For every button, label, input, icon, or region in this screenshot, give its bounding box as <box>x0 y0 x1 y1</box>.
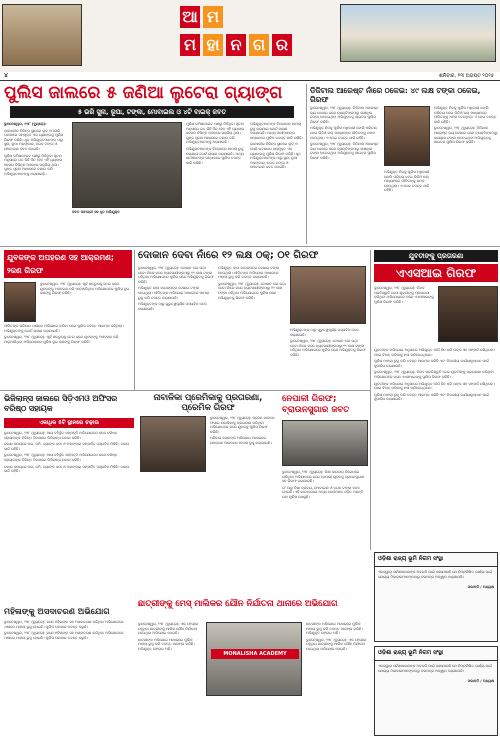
story5-paragraph: ପୁଲିସ ମାମଲା ରୁଜୁ କରି ତଦନ୍ତ ଆରମ୍ଭ କରିଛି ଏବଂ ବିଭାଗୀୟ କାର୍ଯ୍ୟାନୁଷ୍ଠାନ ପାଇଁ ସୁପାରିସ କରାଯାଇଛି। <box>374 359 489 368</box>
story4-paragraph: ଅଭିଯୁକ୍ତଙ୍କ ଠାରୁ ଗୁରୁତ୍ୱପୂର୍ଣ୍ଣ ଦସ୍ତାବିଜ ଜବତ କରାଯାଇଛି। <box>138 302 207 311</box>
story8-paragraph: ଭୁବନେଶ୍ୱର, ୨୨ା୮ (ବ୍ୟୁରୋ): ଜଣେ ମହିଳାଙ୍କ ସହ ଅସଦାଚରଣ କରିଥିବା ଅଭିଯୋଗରେ ଥାନାରେ ମାମଲା ରୁଜୁ ହୋଇଛି। ପୁଲିସ ଘଟଣାର ତଦନ୍ତ କରୁଛି। <box>4 631 124 640</box>
story10-photo <box>206 622 302 696</box>
story4-photo <box>290 266 366 324</box>
date-line: ଶନିବାର, ୨୩ ଅଗଷ୍ଟ ୨୦୨୫ <box>439 73 494 79</box>
story6-paragraph: ଭୁବନେଶ୍ୱର, ୨୨ା୮ (ବ୍ୟୁରୋ): ପ୍ରେମ ଜାଲରେ ଫସାଇ ନାବାଳିକାକୁ ପ୍ରତାରଣା କରିଥିବା ଅଭିଯୋଗରେ ଜଣେ ଯୁବକକୁ ପୁଲିସ ଗିରଫ କରିଛି। <box>210 416 275 434</box>
story3-col1 <box>40 282 132 322</box>
story1-dateline: ଭୁବନେଶ୍ୱର, ୨୨ା୮ (ବ୍ୟୁରୋ): <box>4 122 47 126</box>
story3-col2 <box>4 324 132 388</box>
story3-photo <box>4 282 36 322</box>
story4-col2 <box>218 266 286 388</box>
story4-paragraph: ଅଭିଯୁକ୍ତ ଜାଲ କାଗଜପତ୍ର ଦେଖାଇ ଟଙ୍କା ନେଇଥିଲା। ପୀଡିତଙ୍କ ଅଭିଯୋଗ ଆଧାରରେ ମାମଲା ରୁଜୁ କରି ତଦନ୍ତ କରାଯାଉଛି। <box>218 266 280 280</box>
story1-caption: ଜବତ ସାମଗ୍ରୀ ସହ ଧୃତ ଅଭିଯୁକ୍ତ <box>72 210 120 214</box>
story9-col1 <box>282 470 368 590</box>
story8-col1 <box>4 620 134 736</box>
story1-paragraph: ପୁଲିସ କମିଶନରେଟ ପକ୍ଷରୁ ମିଳିଥିବା ସୂଚନା ଅନୁସାରେ ଗତ କିଛି ଦିନ ହେବ ଏହି ଗ୍ୟାଙ୍ଗ ସହରର ବିଭିନ୍ନ ଅଞ୍ଚଳରେ ସକ୍ରିୟ ଥିଲା। ଗୁପ୍ତ ସୂଚନା ଆଧାରରେ ଚଢାଉ କରି ଅଭିଯୁକ୍ତମାନଙ୍କୁ ଧରାଯାଇଛି। <box>186 122 245 145</box>
story4-headline: ଦୋକାନ ଦେବା ନାଁରେ ୧୨ ଲକ୍ଷ ଠକ୍; ୦୧ ଗିରଫ <box>138 250 319 261</box>
story3-paragraph: ଭୁବନେଶ୍ୱର, ୨୨ା୮ (ବ୍ୟୁରୋ): ପୂର୍ବ ଶତ୍ରୁତାକୁ ନେଇ ଜଣେ ଯୁବକଙ୍କୁ ଅପହରଣ କରି ମାଡ଼ମାରିଥିବା ଅଭିଯୋଗରେ ପୁଲିସ ଦୁଇ ଜଣଙ୍କୁ ଗିରଫ କରିଛି। <box>40 282 130 296</box>
story1-col1 <box>4 122 68 234</box>
masthead-letter: ଗ <box>249 34 269 56</box>
story8-paragraph: ଭୁବନେଶ୍ୱର, ୨୨ା୮ (ବ୍ୟୁରୋ): ଜଣେ ମହିଳାଙ୍କ ସହ ଅସଦାଚରଣ କରିଥିବା ଅଭିଯୋଗରେ ଥାନାରେ ମାମଲା ରୁଜୁ ହୋଇଛି। ପୁଲିସ ଘଟଣାର ତଦନ୍ତ କରୁଛି। <box>4 620 124 629</box>
story7-headline: ଭିଜିଲାନ୍ସ ଜାଲରେ ସିଡ଼ିଏମଓ ଅଫିସର ବରିଷ୍ଠ ସହାୟକ <box>4 394 117 413</box>
story7-col1 <box>4 431 134 601</box>
story10-paragraph: ଛାତ୍ରୀଙ୍କ ଅଭିଯୋଗ ଆଧାରରେ ପୁଲିସ ମାମଲା ରୁଜୁ କରି ତଦନ୍ତ ଆରମ୍ଭ କରିଛି। ଅଭିଯୁକ୍ତ ଫେରାର ଅଛି। <box>138 637 195 651</box>
masthead-letter: ଆ <box>180 6 200 28</box>
story4-paragraph: ଭୁବନେଶ୍ୱର, ୨୨ା୮ (ବ୍ୟୁରୋ): ଦୋକାନ ଘର ଭଡ଼ା ଦେବା ନାଁରେ ଜଣେ ବ୍ୟବସାୟୀଙ୍କଠାରୁ ୧୨ ଲକ୍ଷ ଟଙ୍କା ଠକିଥିବା ଅଭିଯୋଗରେ ପୁଲିସ ଜଣେ ଅଭିଯୁକ୍ତକୁ ଗିରଫ କରିଛି। <box>290 339 366 357</box>
story4-paragraph: ଭୁବନେଶ୍ୱର, ୨୨ା୮ (ବ୍ୟୁରୋ): ଦୋକାନ ଘର ଭଡ଼ା ଦେବା ନାଁରେ ଜଣେ ବ୍ୟବସାୟୀଙ୍କଠାରୁ ୧୨ ଲକ୍ଷ ଟଙ୍କା ଠକିଥିବା ଅଭିଯୋଗରେ ପୁଲିସ ଜଣେ ଅଭିଯୁକ୍ତକୁ ଗିରଫ କରିଛି। <box>218 281 286 300</box>
story1-col4 <box>250 122 304 234</box>
story6-photo <box>140 416 206 472</box>
story7-paragraph: ଚଢାଉ ସମୟରେ ଘର, ଜମି, ବ୍ୟାଙ୍କ ଜମା ଓ ଅଳଙ୍କାର ସମ୍ପର୍କିତ ଦସ୍ତାବିଜ ମିଳିଛି। ଚଢାଉ ଜାରି ରହିଛି। <box>4 442 130 451</box>
story10-headline: ଛାତ୍ରୀଙ୍କୁ ମେସ୍ ମାଲିକର ଯୌନ ନିର୍ଯାତନା ଥାନାରେ ଅଭିଯୋଗ <box>138 598 338 608</box>
story2-col1 <box>310 106 380 242</box>
story1-paragraph: ରାଜଧାନୀର ବିଭିନ୍ନ ସ୍ଥାନରେ ଲୁଟ୍ ଓ ଚୋରି ଘଟଣାରେ ସମ୍ପୃକ୍ତ ଏକ ଗ୍ୟାଙ୍ଗକୁ ପୁଲିସ ଗିରଫ କରିଛି। ଧୃତ ଅଭିଯୁକ୍ତମାନଙ୍କ ଠାରୁ ସୁନା, ରୂପା ଅଳଙ୍କାର, ନଗଦ ଟଙ୍କା ଓ ମୋବାଇଲ ଜବତ ହୋଇଛି। <box>4 128 64 151</box>
section-rule <box>0 246 500 247</box>
story9-paragraph: ତା' ଠାରୁ ନିଶା ଦ୍ରବ୍ୟ, ମୋବାଇଲ ଓ ନଗଦ ଟଙ୍କା ଜବତ ହୋଇଛି। ଏହି କାରବାରରେ ଅନ୍ୟ କେଉଁମାନେ ଜଡ଼ିତ ଅଛନ୍ତି ତାହା ପୁଲିସ ଖୋଜୁଛି। <box>282 485 364 499</box>
ad-org-name: ଓଡ଼ିଶା ରାଜ୍ୟ ଭୂମି ନିଗମ ସଂସ୍ଥା <box>375 647 497 661</box>
story1-photo <box>72 122 182 208</box>
story5-paragraph: ଭୁବନେଶ୍ୱର, ୨୨ା୮ (ବ୍ୟୁରୋ): ବିବାହ ପ୍ରତିଶ୍ରୁତି ଦେଇ ଯୁବତୀଙ୍କୁ ପ୍ରତାରଣା କରିଥିବା ଅଭିଯୋଗରେ ଜଣେ ଏଏସଆଇଙ୍କୁ ପୁଲିସ ଗିରଫ କରିଛି। <box>374 286 434 304</box>
story2-paragraph: ଅଭିଯୁକ୍ତ ନିଜକୁ ପୁଲିସ ଅଧିକାରୀ ବୋଲି ପରିଚୟ ଦେଇ ଭିଡିଓ କଲ୍ ମାଧ୍ୟମରେ ପୀଡିତଙ୍କୁ ଧମକ ଦେଉଥିଲା। ଏ ନେଇ ତଦନ୍ତ ଜାରି ରହିଛି। <box>434 106 497 124</box>
masthead-letter: ମ <box>180 34 200 56</box>
story3-paragraph: ଭୁବନେଶ୍ୱର, ୨୨ା୮ (ବ୍ୟୁରୋ): ପୂର୍ବ ଶତ୍ରୁତାକୁ ନେଇ ଜଣେ ଯୁବକଙ୍କୁ ଅପହରଣ କରି ମାଡ଼ମାରିଥିବା ଅଭିଯୋଗରେ ପୁଲିସ ଦୁଇ ଜଣଙ୍କୁ ଗିରଫ କରିଛି। <box>4 335 119 344</box>
ad-footer: ସଭାପତି / ଅଧ୍ୟକ୍ଷ <box>467 585 494 590</box>
story5-paragraph: ଯୁବତୀଙ୍କ ଅଭିଯୋଗ ଅନୁସାରେ ଅଭିଯୁକ୍ତ ଦୀର୍ଘ ଦିନ ଧରି ତାଙ୍କ ସହ ସମ୍ପର୍କ ରଖିଥିଲେ। ପରେ ବିବାହ କରିବାକୁ ମନା କରିଦେଇଥିଲେ। <box>374 348 495 357</box>
story4-paragraph: ଅଭିଯୁକ୍ତଙ୍କ ଠାରୁ ଗୁରୁତ୍ୱପୂର୍ଣ୍ଣ ଦସ୍ତାବିଜ ଜବତ କରାଯାଇଛି। <box>290 328 359 337</box>
story7-paragraph: ଭୁବନେଶ୍ୱର, ୨୨ା୮ (ବ୍ୟୁରୋ): ଆୟ ବହିର୍ଭୂତ ସମ୍ପତ୍ତି ଅଭିଯୋଗରେ ଜଣେ ବରିଷ୍ଠ ସହାୟକଙ୍କ ବିଭିନ୍ନ ଠିକଣାରେ ଭିଜିଲାନ୍ସ ଚଢାଉ କରିଛି। <box>4 453 118 462</box>
story2-paragraph: ଭୁବନେଶ୍ୱର, ୨୨ା୮ (ବ୍ୟୁରୋ): ଡିଜିଟାଲ ଆରେଷ୍ଟ ଭୟ ଦେଖାଇ ଜଣେ ବ୍ୟକ୍ତିଙ୍କଠାରୁ ଲକ୍ଷାଧିକ ଟଙ୍କା ହାତେଇଥିବା ଅଭିଯୁକ୍ତକୁ ସାଇବର ପୁଲିସ ଗିରଫ କରିଛି। <box>310 142 379 160</box>
story8-headline: ମହିଳାଙ୍କୁ ଅସଦାଚରଣ ଅଭିଯୋଗ <box>4 606 110 616</box>
story1-paragraph: ଅଭିଯୁକ୍ତମାନଙ୍କ ବିରୋଧରେ ମାମଲା ରୁଜୁ କରାଯାଇ କୋର୍ଟ ଚାଲାଣ କରାଯାଇଛି। ଅନ୍ୟ ସାଥୀମାନଙ୍କ ସନ୍ଧାନରେ ପୁଲିସ ତଦନ୍ତ ଜାରି ରଖିଛି। <box>186 146 244 165</box>
tender-ad <box>374 552 498 642</box>
story9-photo <box>282 420 368 466</box>
masthead-letter: ହା <box>203 34 223 56</box>
story1-subhead: ୫ ଭରି ସୁନା, ରୂପା, ଟଙ୍କା, ମୋବାଇଲ ଓ ୪ଟି ବାଇକ୍ ଜବତ <box>10 106 294 118</box>
masthead <box>0 0 500 72</box>
story10-paragraph: ଭୁବନେଶ୍ୱର, ୨୨ା୮ (ବ୍ୟୁରୋ): ଏକ ମେସ୍‌ରେ ରହୁଥିବା ଛାତ୍ରୀଙ୍କୁ ମାଲିକ ଯୌନ ନିର୍ଯାତନା ଦେଇଥିବା ଅଭିଯୋଗ ହୋଇଛି। <box>306 637 367 651</box>
story4-paragraph: ଭୁବନେଶ୍ୱର, ୨୨ା୮ (ବ୍ୟୁରୋ): ଦୋକାନ ଘର ଭଡ଼ା ଦେବା ନାଁରେ ଜଣେ ବ୍ୟବସାୟୀଙ୍କଠାରୁ ୧୨ ଲକ୍ଷ ଟଙ୍କା ଠକିଥିବା ଅଭିଯୋଗରେ ପୁଲିସ ଜଣେ ଅଭିଯୁକ୍ତକୁ ଗିରଫ କରିଛି। <box>138 266 214 284</box>
story4-col1 <box>138 266 214 388</box>
academy-sign: MONALISHA ACADEMY <box>211 649 299 659</box>
page-number: ୪ <box>4 72 8 79</box>
story10-col1 <box>138 622 202 736</box>
story4-col3 <box>290 328 366 388</box>
story6-col1 <box>210 416 278 482</box>
story5-col1 <box>374 286 434 346</box>
story3-paragraph: ପୀଡିତଙ୍କ ପରିବାର ଥାନାରେ ଅଭିଯୋଗ କରିବା ପରେ ପୁଲିସ ତଦନ୍ତ ଆରମ୍ଭ କରିଥିଲା। ଅଭିଯୁକ୍ତଙ୍କୁ କୋର୍ଟ ଚାଲାଣ କରାଯାଇଛି। <box>4 324 124 333</box>
story2-paragraph: ଭୁବନେଶ୍ୱର, ୨୨ା୮ (ବ୍ୟୁରୋ): ଡିଜିଟାଲ ଆରେଷ୍ଟ ଭୟ ଦେଖାଇ ଜଣେ ବ୍ୟକ୍ତିଙ୍କଠାରୁ ଲକ୍ଷାଧିକ ଟଙ୍କା ହାତେଇଥିବା ଅଭିଯୁକ୍ତକୁ ସାଇବର ପୁଲିସ ଗିରଫ କରିଛି। <box>434 126 498 145</box>
story10-paragraph: ଭୁବନେଶ୍ୱର, ୨୨ା୮ (ବ୍ୟୁରୋ): ଏକ ମେସ୍‌ରେ ରହୁଥିବା ଛାତ୍ରୀଙ୍କୁ ମାଲିକ ଯୌନ ନିର୍ଯାତନା ଦେଇଥିବା ଅଭିଯୋଗ ହୋଇଛି। <box>138 622 199 636</box>
column-rule <box>306 84 307 244</box>
story6-paragraph: ପରିବାର ଲୋକଙ୍କ ଅଭିଯୋଗ ଆଧାରରେ ପୋକ୍ସୋ ଆଇନରେ ମାମଲା ରୁଜୁ କରାଯାଇଛି। <box>210 436 272 445</box>
story1-headline: ପୁଲିସ ଜାଲରେ ୫ ଜଣିଆ ଲୁଟେରା ଗ୍ୟାଙ୍ଗ <box>4 83 283 103</box>
story2-headline: ଡିଜିଟାଲ ଆରେଷ୍ଟ ନାଁରେ ଠକେଇ: ୪୯ ଲକ୍ଷ ଟଙ୍କା ଠକେଇ, ଗିରଫ <box>310 86 481 104</box>
story5-paragraph: ଯୁବତୀଙ୍କ ଅଭିଯୋଗ ଅନୁସାରେ ଅଭିଯୁକ୍ତ ଦୀର୍ଘ ଦିନ ଧରି ତାଙ୍କ ସହ ସମ୍ପର୍କ ରଖିଥିଲେ। ପରେ ବିବାହ କରିବାକୁ ମନା କରିଦେଇଥିଲେ। <box>374 381 495 391</box>
story6-headline: ନାବାଳିକା ପ୍ରେମିକାକୁ ପ୍ରତାରଣା, ପ୍ରେମିକ ଗିରଫ <box>153 392 263 412</box>
building-image <box>340 4 496 62</box>
story10-col3 <box>306 622 368 736</box>
story2-col2 <box>384 170 430 242</box>
story2-col3 <box>434 106 498 242</box>
story7-paragraph: ଚଢାଉ ସମୟରେ ଘର, ଜମି, ବ୍ୟାଙ୍କ ଜମା ଓ ଅଳଙ୍କାର ସମ୍ପର୍କିତ ଦସ୍ତାବିଜ ମିଳିଛି। ଚଢାଉ ଜାରି ରହିଛି। <box>4 464 130 474</box>
ad-body: ଏତଦ୍ୱାରା ସର୍ବସାଧାରଣଙ୍କ ଅବଗତି ପାଇଁ ଜଣାଯାଉଛି ଯେ ନିମ୍ନଲିଖିତ କାର୍ଯ୍ୟ ପାଇଁ ଯୋଗ୍ୟ ଠିକାଦାରମାନଙ୍କଠାରୁ ଦରପତ୍ର ଆହ୍ୱାନ କରାଯାଉଛି। <box>378 570 493 579</box>
story9-headline: ନେପାଳୀ ଗିରଫ; ବ୍ରାଉନସୁଗାର ଜବତ <box>282 394 350 415</box>
story5-paragraph: ପୁଲିସ ମାମଲା ରୁଜୁ କରି ତଦନ୍ତ ଆରମ୍ଭ କରିଛି ଏବଂ ବିଭାଗୀୟ କାର୍ଯ୍ୟାନୁଷ୍ଠାନ ପାଇଁ ସୁପାରିସ କରାଯାଇଛି। <box>374 392 489 402</box>
tender-ad <box>374 646 498 736</box>
story3-headline: ଯୁବକଙ୍କ ଅପହରଣ ସହ ଆକ୍ରମଣ; ୨ଜଣ ଗିରଫ <box>4 250 132 278</box>
story2-paragraph: ଭୁବନେଶ୍ୱର, ୨୨ା୮ (ବ୍ୟୁରୋ): ଡିଜିଟାଲ ଆରେଷ୍ଟ ଭୟ ଦେଖାଇ ଜଣେ ବ୍ୟକ୍ତିଙ୍କଠାରୁ ଲକ୍ଷାଧିକ ଟଙ୍କା ହାତେଇଥିବା ଅଭିଯୁକ୍ତକୁ ସାଇବର ପୁଲିସ ଗିରଫ କରିଛି। <box>310 106 379 124</box>
temple-image <box>2 4 82 66</box>
masthead-letter: ମ <box>203 6 223 28</box>
story5-band: ଯୁବତୀଙ୍କୁ ପ୍ରତାରଣା <box>374 250 498 262</box>
masthead-letter: ର <box>272 34 292 56</box>
masthead-row1 <box>180 6 226 28</box>
ad-org-name: ଓଡ଼ିଶା ରାଜ୍ୟ ଭୂମି ନିଗମ ସଂସ୍ଥା <box>375 553 497 567</box>
column-rule <box>370 250 371 550</box>
story4-paragraph: ଅଭିଯୁକ୍ତ ଜାଲ କାଗଜପତ୍ର ଦେଖାଇ ଟଙ୍କା ନେଇଥିଲା। ପୀଡିତଙ୍କ ଅଭିଯୋଗ ଆଧାରରେ ମାମଲା ରୁଜୁ କରି ତଦନ୍ତ କରାଯାଉଛି। <box>138 286 209 300</box>
story2-paragraph: ଅଭିଯୁକ୍ତ ନିଜକୁ ପୁଲିସ ଅଧିକାରୀ ବୋଲି ପରିଚୟ ଦେଇ ଭିଡିଓ କଲ୍ ମାଧ୍ୟମରେ ପୀଡିତଙ୍କୁ ଧମକ ଦେଉଥିଲା। ଏ ନେଇ ତଦନ୍ତ ଜାରି ରହିଛି। <box>310 126 377 140</box>
story1-col3 <box>186 122 246 234</box>
story5-photo <box>438 286 498 342</box>
story2-photo <box>384 106 430 166</box>
story9-paragraph: ଭୁବନେଶ୍ୱର, ୨୨ା୮ (ବ୍ୟୁରୋ): ନିଶା କାରବାର ବିରୋଧରେ ଚାଲିଥିବା ଅଭିଯାନରେ ଜଣେ ନେପାଳୀ ଯୁବକକୁ ବ୍ରାଉନସୁଗାର ସହ ଗିରଫ କରାଯାଇଛି। <box>282 470 365 484</box>
story5-col2 <box>374 348 498 548</box>
story1-paragraph: ପୁଲିସ କମିଶନରେଟ ପକ୍ଷରୁ ମିଳିଥିବା ସୂଚନା ଅନୁସାରେ ଗତ କିଛି ଦିନ ହେବ ଏହି ଗ୍ୟାଙ୍ଗ ସହରର ବିଭିନ୍ନ ଅଞ୍ଚଳରେ ସକ୍ରିୟ ଥିଲା। ଗୁପ୍ତ ସୂଚନା ଆଧାରରେ ଚଢାଉ କରି ଅଭିଯୁକ୍ତମାନଙ୍କୁ ଧରାଯାଇଛି। <box>4 153 63 176</box>
ad-footer: ସଭାପତି / ଅଧ୍ୟକ୍ଷ <box>467 679 494 684</box>
story7-subhead: ଏକାଧିକ ୫ଟି ସ୍ଥାନରେ ଚଢ଼ାଉ <box>4 418 134 428</box>
story2-paragraph: ଅଭିଯୁକ୍ତ ନିଜକୁ ପୁଲିସ ଅଧିକାରୀ ବୋଲି ପରିଚୟ ଦେଇ ଭିଡିଓ କଲ୍ ମାଧ୍ୟମରେ ପୀଡିତଙ୍କୁ ଧମକ ଦେଉଥିଲା। ଏ ନେଇ ତଦନ୍ତ ଜାରି ରହିଛି। <box>384 170 430 193</box>
story7-paragraph: ଭୁବନେଶ୍ୱର, ୨୨ା୮ (ବ୍ୟୁରୋ): ଆୟ ବହିର୍ଭୂତ ସମ୍ପତ୍ତି ଅଭିଯୋଗରେ ଜଣେ ବରିଷ୍ଠ ସହାୟକଙ୍କ ବିଭିନ୍ନ ଠିକଣାରେ ଭିଜିଲାନ୍ସ ଚଢାଉ କରିଛି। <box>4 431 118 440</box>
column-rule <box>134 250 135 390</box>
ad-body: ଏତଦ୍ୱାରା ସର୍ବସାଧାରଣଙ୍କ ଅବଗତି ପାଇଁ ଜଣାଯାଉଛି ଯେ ନିମ୍ନଲିଖିତ କାର୍ଯ୍ୟ ପାଇଁ ଯୋଗ୍ୟ ଠିକାଦାରମାନଙ୍କଠାରୁ ଦରପତ୍ର ଆହ୍ୱାନ କରାଯାଉଛି। <box>378 664 493 673</box>
date-bar <box>0 72 500 81</box>
story1-paragraph: ରାଜଧାନୀର ବିଭିନ୍ନ ସ୍ଥାନରେ ଲୁଟ୍ ଓ ଚୋରି ଘଟଣାରେ ସମ୍ପୃକ୍ତ ଏକ ଗ୍ୟାଙ୍ଗକୁ ପୁଲିସ ଗିରଫ କରିଛି। ଧୃତ ଅଭିଯୁକ୍ତମାନଙ୍କ ଠାରୁ ସୁନା, ରୂପା ଅଳଙ୍କାର, ନଗଦ ଟଙ୍କା ଓ ମୋବାଇଲ ଜବତ ହୋଇଛି। <box>250 142 301 170</box>
section-rule <box>0 390 370 391</box>
masthead-row2 <box>180 34 295 56</box>
masthead-letter: ନ <box>226 34 246 56</box>
story5-headline: ଏଏସଆଇ ଗିରଫ <box>374 264 498 282</box>
story1-paragraph: ଅଭିଯୁକ୍ତମାନଙ୍କ ବିରୋଧରେ ମାମଲା ରୁଜୁ କରାଯାଇ କୋର୍ଟ ଚାଲାଣ କରାଯାଇଛି। ଅନ୍ୟ ସାଥୀମାନଙ୍କ ସନ୍ଧାନରେ ପୁଲିସ ତଦନ୍ତ ଜାରି ରଖିଛି। <box>250 122 304 140</box>
story5-paragraph: ଭୁବନେଶ୍ୱର, ୨୨ା୮ (ବ୍ୟୁରୋ): ବିବାହ ପ୍ରତିଶ୍ରୁତି ଦେଇ ଯୁବତୀଙ୍କୁ ପ୍ରତାରଣା କରିଥିବା ଅଭିଯୋଗରେ ଜଣେ ଏଏସଆଇଙ୍କୁ ପୁଲିସ ଗିରଫ କରିଛି। <box>374 370 494 379</box>
story10-paragraph: ଛାତ୍ରୀଙ୍କ ଅଭିଯୋଗ ଆଧାରରେ ପୁଲିସ ମାମଲା ରୁଜୁ କରି ତଦନ୍ତ ଆରମ୍ଭ କରିଛି। ଅଭିଯୁକ୍ତ ଫେରାର ଅଛି। <box>306 622 363 636</box>
